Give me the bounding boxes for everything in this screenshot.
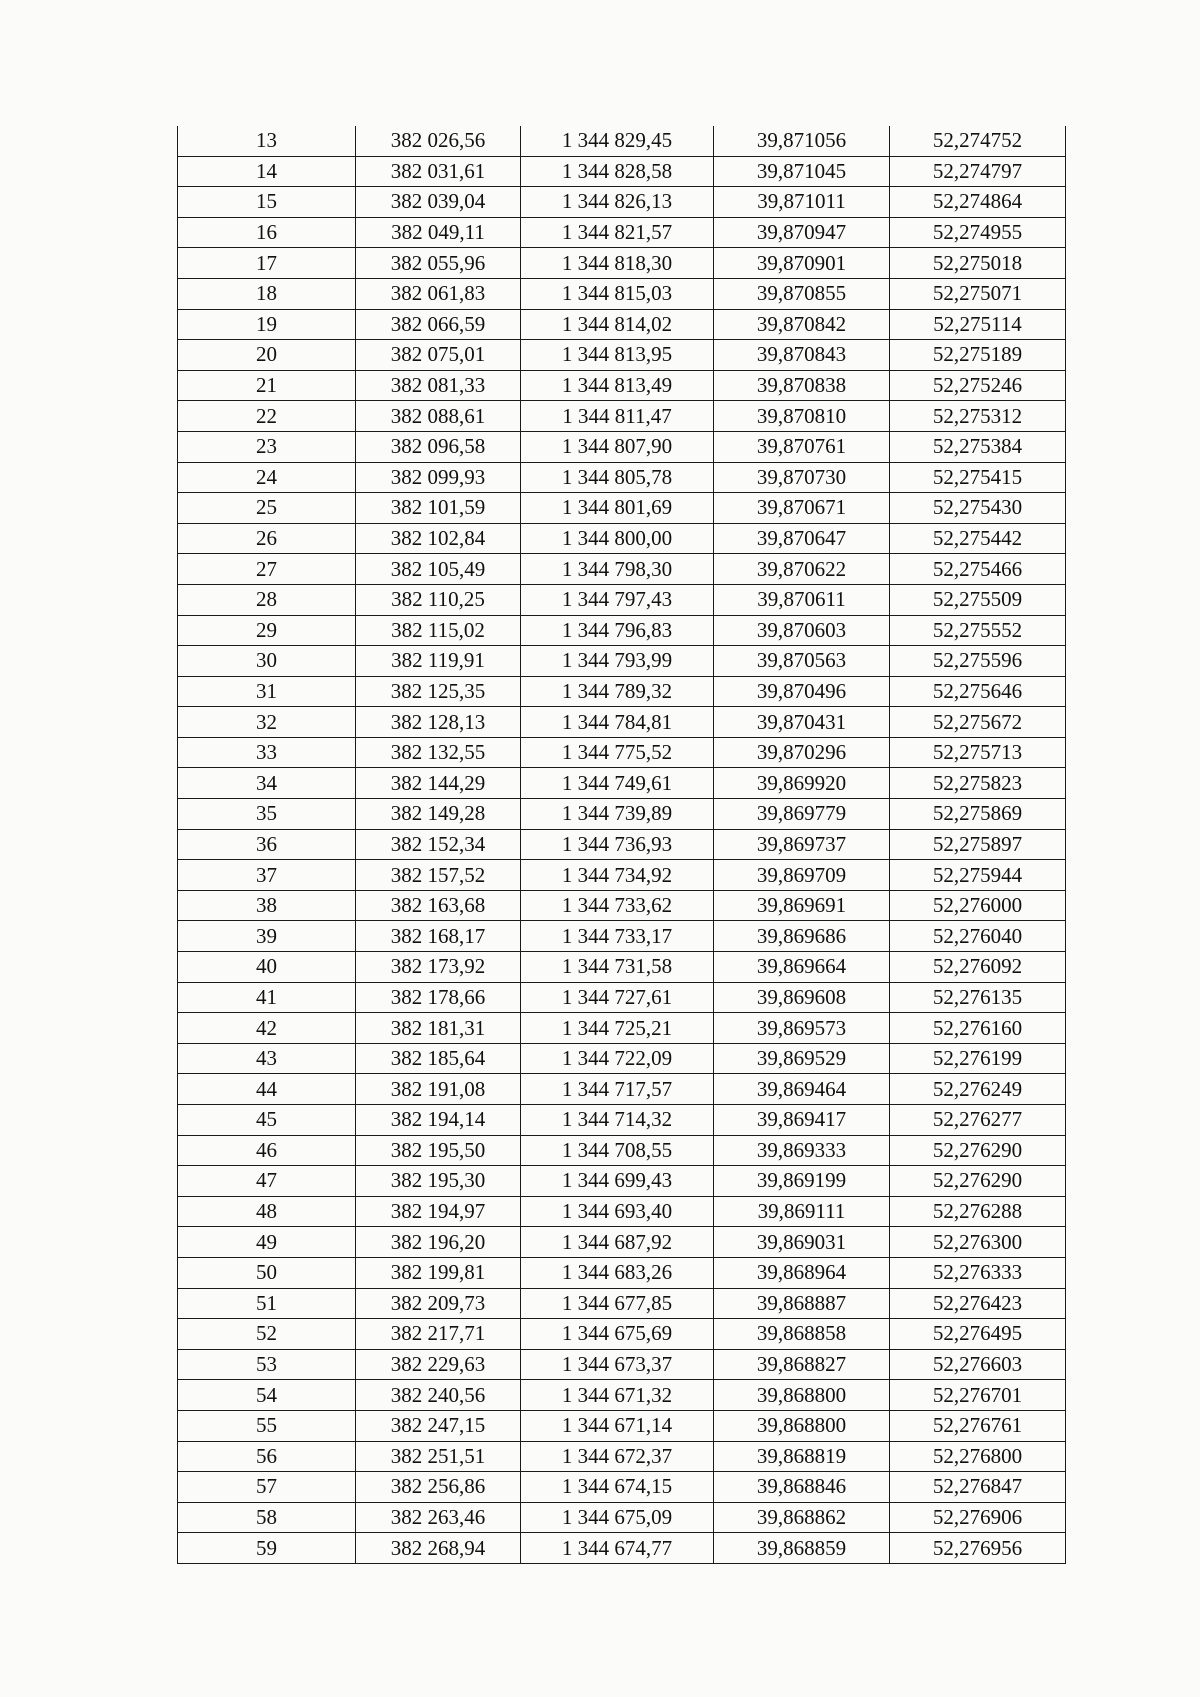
latitude-cell: 39,869608 (714, 982, 890, 1013)
point-number-cell: 36 (178, 829, 356, 860)
longitude-cell: 52,276300 (890, 1227, 1066, 1258)
y-coordinate-cell: 1 344 826,13 (521, 187, 714, 218)
latitude-cell: 39,870671 (714, 493, 890, 524)
longitude-cell: 52,275509 (890, 584, 1066, 615)
x-coordinate-cell: 382 061,83 (356, 278, 521, 309)
table-row (178, 1410, 1066, 1441)
x-coordinate-cell: 382 199,81 (356, 1257, 521, 1288)
table-row (178, 1349, 1066, 1380)
x-coordinate-cell: 382 110,25 (356, 584, 521, 615)
x-coordinate-cell: 382 181,31 (356, 1013, 521, 1044)
x-coordinate-cell: 382 251,51 (356, 1441, 521, 1472)
point-number-cell: 29 (178, 615, 356, 646)
table-row (178, 1105, 1066, 1136)
point-number-cell: 39 (178, 921, 356, 952)
y-coordinate-cell: 1 344 814,02 (521, 309, 714, 340)
longitude-cell: 52,275897 (890, 829, 1066, 860)
y-coordinate-cell: 1 344 725,21 (521, 1013, 714, 1044)
latitude-cell: 39,870611 (714, 584, 890, 615)
latitude-cell: 39,869779 (714, 799, 890, 830)
point-number-cell: 40 (178, 952, 356, 983)
x-coordinate-cell: 382 268,94 (356, 1533, 521, 1564)
point-number-cell: 25 (178, 493, 356, 524)
y-coordinate-cell: 1 344 731,58 (521, 952, 714, 983)
latitude-cell: 39,869573 (714, 1013, 890, 1044)
x-coordinate-cell: 382 195,50 (356, 1135, 521, 1166)
table-row (178, 523, 1066, 554)
x-coordinate-cell: 382 055,96 (356, 248, 521, 279)
longitude-cell: 52,275672 (890, 707, 1066, 738)
longitude-cell: 52,275596 (890, 646, 1066, 677)
point-number-cell: 19 (178, 309, 356, 340)
longitude-cell: 52,276040 (890, 921, 1066, 952)
x-coordinate-cell: 382 096,58 (356, 431, 521, 462)
x-coordinate-cell: 382 173,92 (356, 952, 521, 983)
longitude-cell: 52,275384 (890, 431, 1066, 462)
coordinates-table (177, 126, 1066, 1564)
table-row (178, 829, 1066, 860)
y-coordinate-cell: 1 344 722,09 (521, 1043, 714, 1074)
point-number-cell: 57 (178, 1472, 356, 1503)
y-coordinate-cell: 1 344 749,61 (521, 768, 714, 799)
y-coordinate-cell: 1 344 733,17 (521, 921, 714, 952)
longitude-cell: 52,274752 (890, 126, 1066, 156)
longitude-cell: 52,275442 (890, 523, 1066, 554)
longitude-cell: 52,275071 (890, 278, 1066, 309)
latitude-cell: 39,869464 (714, 1074, 890, 1105)
point-number-cell: 17 (178, 248, 356, 279)
point-number-cell: 35 (178, 799, 356, 830)
table-row (178, 1196, 1066, 1227)
longitude-cell: 52,275944 (890, 860, 1066, 891)
latitude-cell: 39,870901 (714, 248, 890, 279)
latitude-cell: 39,868800 (714, 1380, 890, 1411)
y-coordinate-cell: 1 344 813,95 (521, 340, 714, 371)
latitude-cell: 39,868964 (714, 1257, 890, 1288)
longitude-cell: 52,275823 (890, 768, 1066, 799)
point-number-cell: 28 (178, 584, 356, 615)
latitude-cell: 39,870947 (714, 217, 890, 248)
x-coordinate-cell: 382 209,73 (356, 1288, 521, 1319)
point-number-cell: 58 (178, 1502, 356, 1533)
latitude-cell: 39,868887 (714, 1288, 890, 1319)
latitude-cell: 39,868858 (714, 1319, 890, 1350)
longitude-cell: 52,276701 (890, 1380, 1066, 1411)
y-coordinate-cell: 1 344 813,49 (521, 370, 714, 401)
y-coordinate-cell: 1 344 800,00 (521, 523, 714, 554)
x-coordinate-cell: 382 157,52 (356, 860, 521, 891)
point-number-cell: 30 (178, 646, 356, 677)
longitude-cell: 52,276603 (890, 1349, 1066, 1380)
y-coordinate-cell: 1 344 797,43 (521, 584, 714, 615)
x-coordinate-cell: 382 194,97 (356, 1196, 521, 1227)
latitude-cell: 39,868800 (714, 1410, 890, 1441)
table-row (178, 493, 1066, 524)
x-coordinate-cell: 382 247,15 (356, 1410, 521, 1441)
x-coordinate-cell: 382 099,93 (356, 462, 521, 493)
table-row (178, 890, 1066, 921)
document-page (177, 126, 1065, 1564)
point-number-cell: 13 (178, 126, 356, 156)
y-coordinate-cell: 1 344 784,81 (521, 707, 714, 738)
y-coordinate-cell: 1 344 687,92 (521, 1227, 714, 1258)
x-coordinate-cell: 382 031,61 (356, 156, 521, 187)
y-coordinate-cell: 1 344 733,62 (521, 890, 714, 921)
table-row (178, 1257, 1066, 1288)
x-coordinate-cell: 382 101,59 (356, 493, 521, 524)
x-coordinate-cell: 382 168,17 (356, 921, 521, 952)
y-coordinate-cell: 1 344 775,52 (521, 737, 714, 768)
x-coordinate-cell: 382 194,14 (356, 1105, 521, 1136)
point-number-cell: 55 (178, 1410, 356, 1441)
x-coordinate-cell: 382 088,61 (356, 401, 521, 432)
x-coordinate-cell: 382 026,56 (356, 126, 521, 156)
table-row (178, 646, 1066, 677)
x-coordinate-cell: 382 240,56 (356, 1380, 521, 1411)
table-row (178, 401, 1066, 432)
y-coordinate-cell: 1 344 714,32 (521, 1105, 714, 1136)
longitude-cell: 52,276956 (890, 1533, 1066, 1564)
y-coordinate-cell: 1 344 829,45 (521, 126, 714, 156)
table-row (178, 431, 1066, 462)
table-row (178, 615, 1066, 646)
y-coordinate-cell: 1 344 674,77 (521, 1533, 714, 1564)
point-number-cell: 15 (178, 187, 356, 218)
latitude-cell: 39,869417 (714, 1105, 890, 1136)
y-coordinate-cell: 1 344 818,30 (521, 248, 714, 279)
point-number-cell: 43 (178, 1043, 356, 1074)
point-number-cell: 27 (178, 554, 356, 585)
latitude-cell: 39,870603 (714, 615, 890, 646)
x-coordinate-cell: 382 102,84 (356, 523, 521, 554)
table-row (178, 737, 1066, 768)
longitude-cell: 52,276000 (890, 890, 1066, 921)
x-coordinate-cell: 382 229,63 (356, 1349, 521, 1380)
longitude-cell: 52,276847 (890, 1472, 1066, 1503)
point-number-cell: 52 (178, 1319, 356, 1350)
point-number-cell: 59 (178, 1533, 356, 1564)
table-row (178, 1472, 1066, 1503)
y-coordinate-cell: 1 344 674,15 (521, 1472, 714, 1503)
table-row (178, 248, 1066, 279)
point-number-cell: 47 (178, 1166, 356, 1197)
x-coordinate-cell: 382 075,01 (356, 340, 521, 371)
coordinates-table-body (178, 126, 1066, 1563)
longitude-cell: 52,275713 (890, 737, 1066, 768)
y-coordinate-cell: 1 344 675,09 (521, 1502, 714, 1533)
y-coordinate-cell: 1 344 683,26 (521, 1257, 714, 1288)
longitude-cell: 52,275312 (890, 401, 1066, 432)
table-row (178, 462, 1066, 493)
y-coordinate-cell: 1 344 807,90 (521, 431, 714, 462)
x-coordinate-cell: 382 178,66 (356, 982, 521, 1013)
y-coordinate-cell: 1 344 717,57 (521, 1074, 714, 1105)
y-coordinate-cell: 1 344 673,37 (521, 1349, 714, 1380)
point-number-cell: 51 (178, 1288, 356, 1319)
longitude-cell: 52,275466 (890, 554, 1066, 585)
x-coordinate-cell: 382 152,34 (356, 829, 521, 860)
x-coordinate-cell: 382 217,71 (356, 1319, 521, 1350)
latitude-cell: 39,870431 (714, 707, 890, 738)
x-coordinate-cell: 382 263,46 (356, 1502, 521, 1533)
table-row (178, 768, 1066, 799)
point-number-cell: 18 (178, 278, 356, 309)
latitude-cell: 39,870296 (714, 737, 890, 768)
latitude-cell: 39,870730 (714, 462, 890, 493)
point-number-cell: 38 (178, 890, 356, 921)
y-coordinate-cell: 1 344 811,47 (521, 401, 714, 432)
point-number-cell: 26 (178, 523, 356, 554)
table-row (178, 799, 1066, 830)
latitude-cell: 39,870496 (714, 676, 890, 707)
table-row (178, 1043, 1066, 1074)
table-row (178, 309, 1066, 340)
latitude-cell: 39,870622 (714, 554, 890, 585)
latitude-cell: 39,870838 (714, 370, 890, 401)
latitude-cell: 39,868859 (714, 1533, 890, 1564)
longitude-cell: 52,276092 (890, 952, 1066, 983)
table-row (178, 1013, 1066, 1044)
point-number-cell: 46 (178, 1135, 356, 1166)
point-number-cell: 41 (178, 982, 356, 1013)
y-coordinate-cell: 1 344 677,85 (521, 1288, 714, 1319)
table-row (178, 554, 1066, 585)
longitude-cell: 52,276800 (890, 1441, 1066, 1472)
point-number-cell: 33 (178, 737, 356, 768)
table-row (178, 707, 1066, 738)
latitude-cell: 39,868862 (714, 1502, 890, 1533)
y-coordinate-cell: 1 344 699,43 (521, 1166, 714, 1197)
table-row (178, 340, 1066, 371)
x-coordinate-cell: 382 049,11 (356, 217, 521, 248)
y-coordinate-cell: 1 344 693,40 (521, 1196, 714, 1227)
x-coordinate-cell: 382 195,30 (356, 1166, 521, 1197)
table-row (178, 676, 1066, 707)
longitude-cell: 52,276290 (890, 1166, 1066, 1197)
point-number-cell: 34 (178, 768, 356, 799)
longitude-cell: 52,276249 (890, 1074, 1066, 1105)
table-row (178, 860, 1066, 891)
table-row (178, 921, 1066, 952)
x-coordinate-cell: 382 163,68 (356, 890, 521, 921)
y-coordinate-cell: 1 344 796,83 (521, 615, 714, 646)
longitude-cell: 52,276423 (890, 1288, 1066, 1319)
table-row (178, 982, 1066, 1013)
longitude-cell: 52,276495 (890, 1319, 1066, 1350)
latitude-cell: 39,871011 (714, 187, 890, 218)
table-row (178, 1074, 1066, 1105)
longitude-cell: 52,276333 (890, 1257, 1066, 1288)
latitude-cell: 39,868819 (714, 1441, 890, 1472)
point-number-cell: 32 (178, 707, 356, 738)
latitude-cell: 39,869737 (714, 829, 890, 860)
x-coordinate-cell: 382 115,02 (356, 615, 521, 646)
x-coordinate-cell: 382 196,20 (356, 1227, 521, 1258)
table-row (178, 1135, 1066, 1166)
latitude-cell: 39,870843 (714, 340, 890, 371)
latitude-cell: 39,869199 (714, 1166, 890, 1197)
y-coordinate-cell: 1 344 734,92 (521, 860, 714, 891)
y-coordinate-cell: 1 344 736,93 (521, 829, 714, 860)
latitude-cell: 39,870563 (714, 646, 890, 677)
y-coordinate-cell: 1 344 798,30 (521, 554, 714, 585)
longitude-cell: 52,275869 (890, 799, 1066, 830)
table-row (178, 1227, 1066, 1258)
y-coordinate-cell: 1 344 671,32 (521, 1380, 714, 1411)
longitude-cell: 52,275646 (890, 676, 1066, 707)
table-row (178, 1502, 1066, 1533)
longitude-cell: 52,274864 (890, 187, 1066, 218)
point-number-cell: 54 (178, 1380, 356, 1411)
table-row (178, 1380, 1066, 1411)
y-coordinate-cell: 1 344 828,58 (521, 156, 714, 187)
x-coordinate-cell: 382 128,13 (356, 707, 521, 738)
table-row (178, 952, 1066, 983)
longitude-cell: 52,276199 (890, 1043, 1066, 1074)
y-coordinate-cell: 1 344 789,32 (521, 676, 714, 707)
table-row (178, 584, 1066, 615)
latitude-cell: 39,869709 (714, 860, 890, 891)
x-coordinate-cell: 382 125,35 (356, 676, 521, 707)
y-coordinate-cell: 1 344 739,89 (521, 799, 714, 830)
point-number-cell: 53 (178, 1349, 356, 1380)
point-number-cell: 42 (178, 1013, 356, 1044)
latitude-cell: 39,869031 (714, 1227, 890, 1258)
y-coordinate-cell: 1 344 821,57 (521, 217, 714, 248)
table-row (178, 1319, 1066, 1350)
latitude-cell: 39,869529 (714, 1043, 890, 1074)
longitude-cell: 52,274797 (890, 156, 1066, 187)
point-number-cell: 20 (178, 340, 356, 371)
longitude-cell: 52,276290 (890, 1135, 1066, 1166)
longitude-cell: 52,275552 (890, 615, 1066, 646)
latitude-cell: 39,870855 (714, 278, 890, 309)
point-number-cell: 44 (178, 1074, 356, 1105)
latitude-cell: 39,869333 (714, 1135, 890, 1166)
point-number-cell: 37 (178, 860, 356, 891)
table-row (178, 1441, 1066, 1472)
table-row (178, 1533, 1066, 1564)
latitude-cell: 39,870761 (714, 431, 890, 462)
table-row (178, 1166, 1066, 1197)
latitude-cell: 39,869686 (714, 921, 890, 952)
latitude-cell: 39,871056 (714, 126, 890, 156)
point-number-cell: 45 (178, 1105, 356, 1136)
longitude-cell: 52,276160 (890, 1013, 1066, 1044)
latitude-cell: 39,870842 (714, 309, 890, 340)
longitude-cell: 52,276906 (890, 1502, 1066, 1533)
x-coordinate-cell: 382 144,29 (356, 768, 521, 799)
x-coordinate-cell: 382 066,59 (356, 309, 521, 340)
x-coordinate-cell: 382 081,33 (356, 370, 521, 401)
point-number-cell: 49 (178, 1227, 356, 1258)
table-row (178, 156, 1066, 187)
latitude-cell: 39,868846 (714, 1472, 890, 1503)
latitude-cell: 39,870810 (714, 401, 890, 432)
y-coordinate-cell: 1 344 727,61 (521, 982, 714, 1013)
point-number-cell: 48 (178, 1196, 356, 1227)
latitude-cell: 39,869664 (714, 952, 890, 983)
longitude-cell: 52,275430 (890, 493, 1066, 524)
x-coordinate-cell: 382 185,64 (356, 1043, 521, 1074)
y-coordinate-cell: 1 344 815,03 (521, 278, 714, 309)
point-number-cell: 23 (178, 431, 356, 462)
longitude-cell: 52,275114 (890, 309, 1066, 340)
point-number-cell: 22 (178, 401, 356, 432)
table-row (178, 217, 1066, 248)
longitude-cell: 52,275415 (890, 462, 1066, 493)
longitude-cell: 52,276761 (890, 1410, 1066, 1441)
longitude-cell: 52,276277 (890, 1105, 1066, 1136)
latitude-cell: 39,868827 (714, 1349, 890, 1380)
y-coordinate-cell: 1 344 675,69 (521, 1319, 714, 1350)
table-row (178, 187, 1066, 218)
latitude-cell: 39,870647 (714, 523, 890, 554)
y-coordinate-cell: 1 344 708,55 (521, 1135, 714, 1166)
table-row (178, 278, 1066, 309)
longitude-cell: 52,274955 (890, 217, 1066, 248)
longitude-cell: 52,275246 (890, 370, 1066, 401)
point-number-cell: 56 (178, 1441, 356, 1472)
table-row (178, 370, 1066, 401)
point-number-cell: 24 (178, 462, 356, 493)
longitude-cell: 52,276288 (890, 1196, 1066, 1227)
longitude-cell: 52,276135 (890, 982, 1066, 1013)
x-coordinate-cell: 382 191,08 (356, 1074, 521, 1105)
latitude-cell: 39,869691 (714, 890, 890, 921)
latitude-cell: 39,869920 (714, 768, 890, 799)
point-number-cell: 21 (178, 370, 356, 401)
longitude-cell: 52,275018 (890, 248, 1066, 279)
x-coordinate-cell: 382 256,86 (356, 1472, 521, 1503)
y-coordinate-cell: 1 344 805,78 (521, 462, 714, 493)
x-coordinate-cell: 382 149,28 (356, 799, 521, 830)
y-coordinate-cell: 1 344 801,69 (521, 493, 714, 524)
point-number-cell: 16 (178, 217, 356, 248)
table-row (178, 1288, 1066, 1319)
point-number-cell: 50 (178, 1257, 356, 1288)
table-row (178, 126, 1066, 156)
x-coordinate-cell: 382 132,55 (356, 737, 521, 768)
latitude-cell: 39,869111 (714, 1196, 890, 1227)
y-coordinate-cell: 1 344 671,14 (521, 1410, 714, 1441)
x-coordinate-cell: 382 039,04 (356, 187, 521, 218)
longitude-cell: 52,275189 (890, 340, 1066, 371)
point-number-cell: 31 (178, 676, 356, 707)
x-coordinate-cell: 382 105,49 (356, 554, 521, 585)
y-coordinate-cell: 1 344 793,99 (521, 646, 714, 677)
y-coordinate-cell: 1 344 672,37 (521, 1441, 714, 1472)
x-coordinate-cell: 382 119,91 (356, 646, 521, 677)
latitude-cell: 39,871045 (714, 156, 890, 187)
point-number-cell: 14 (178, 156, 356, 187)
